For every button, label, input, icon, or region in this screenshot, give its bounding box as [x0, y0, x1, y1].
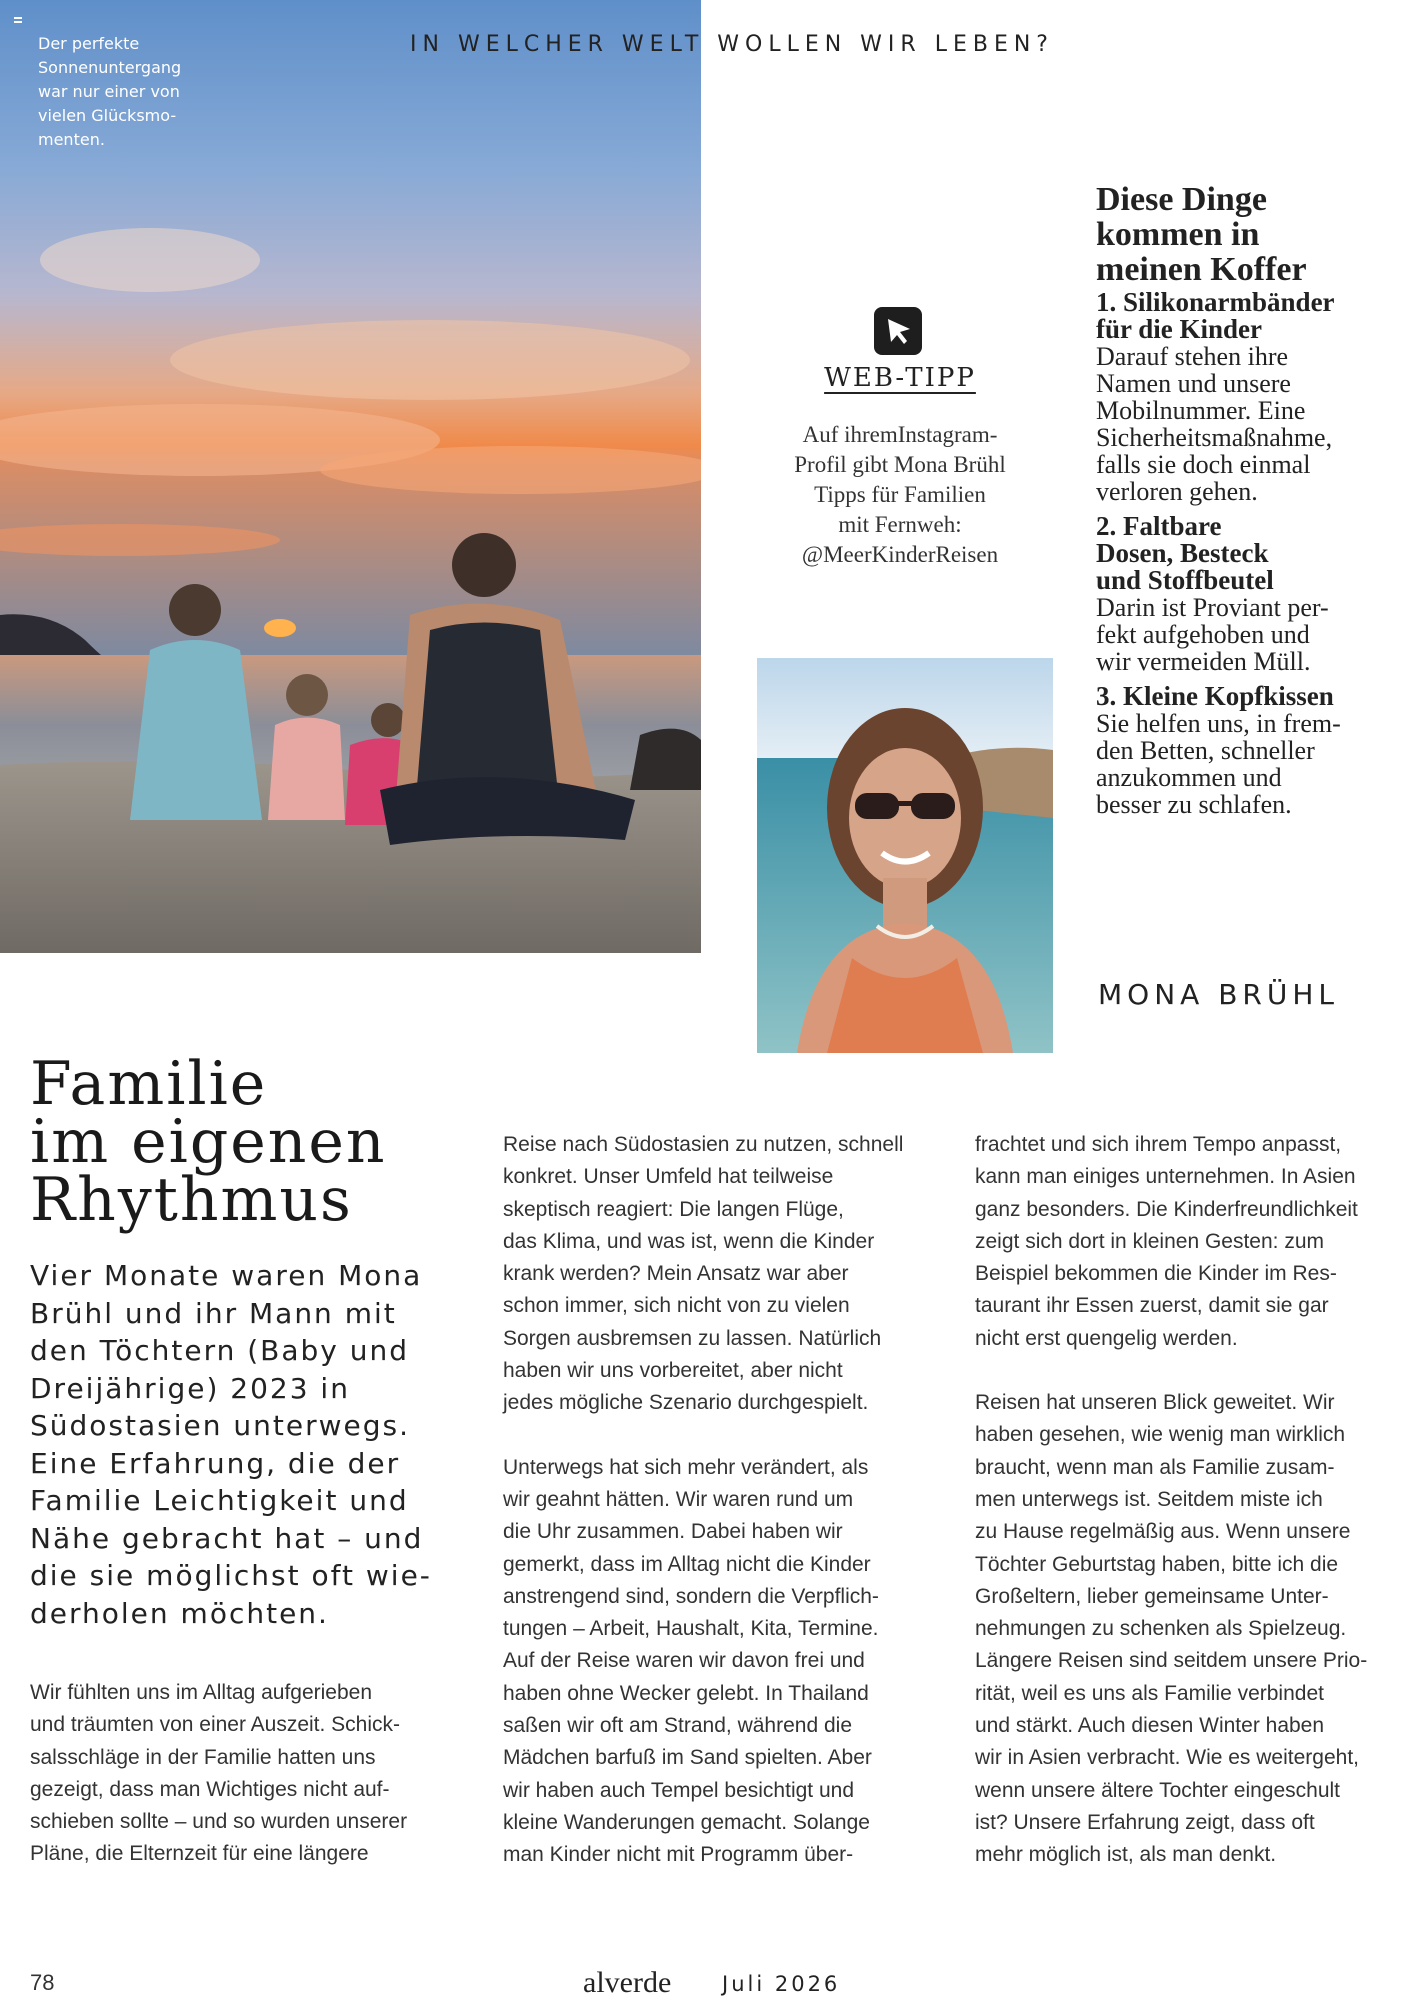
body-line: Beispiel bekommen die Kinder im Res- [975, 1262, 1337, 1286]
body-line: rität, weil es uns als Familie verbindet [975, 1681, 1324, 1705]
body-line: kann man einiges unternehmen. In Asien [975, 1165, 1356, 1189]
lead-line: die sie möglichst oft wie- [30, 1559, 432, 1592]
instagram-handle[interactable]: @MeerKinderReisen [801, 542, 999, 567]
brand-logo: alverde [583, 1966, 672, 1999]
lead-line: derholen möchten. [30, 1596, 329, 1630]
caption-line: Der perfekte [38, 34, 140, 53]
webtip-line: mit Fernweh: [838, 512, 962, 537]
body-line: frachtet und sich ihrem Tempo anpasst, [975, 1133, 1342, 1156]
body-line: braucht, wenn man als Familie zusam- [975, 1455, 1335, 1479]
body-line: kleine Wanderungen gemacht. Solange [503, 1810, 870, 1834]
heading-line: meinen Koffer [1096, 251, 1307, 288]
text-line: Sie helfen uns, in frem- [1096, 709, 1341, 738]
caption-line: Sonnenuntergang [38, 58, 182, 77]
body-line: Auf der Reise waren wir davon frei und [503, 1649, 865, 1673]
body-line: jedes mögliche Szenario durchgespielt. [503, 1391, 869, 1415]
title-line: Dosen, Besteck [1096, 538, 1269, 568]
body-line: gemerkt, dass im Alltag nicht die Kinder [503, 1552, 871, 1576]
webtip-line: Profil gibt Mona Brühl [794, 452, 1006, 477]
webtip-line: Auf ihremInstagram- [802, 422, 998, 447]
body-line: schieben sollte – und so wurden unserer [30, 1810, 408, 1834]
body-line: nicht erst quengelig werden. [975, 1326, 1238, 1350]
body-line: die Uhr zusammen. Dabei haben wir [503, 1520, 843, 1544]
body-paragraph [503, 1129, 943, 1420]
body-line: Sorgen ausbremsen zu lassen. Natürlich [503, 1326, 882, 1350]
caption-line: war nur einer von [38, 82, 180, 101]
body-line: Mädchen barfuß im Sand spielten. Aber [503, 1746, 872, 1770]
body-line: men unterwegs ist. Seitdem miste ich [975, 1487, 1323, 1511]
body-line: zeigt sich dort in kleinen Gesten: zum [975, 1229, 1325, 1253]
text-line: Sicherheitsmaßnahme, [1096, 423, 1333, 452]
body-line: Großeltern, lieber gemeinsame Unter- [975, 1584, 1329, 1608]
list-item-title [1096, 683, 1396, 710]
lead-line: Dreijährige) 2023 in [30, 1371, 350, 1405]
body-line: haben ohne Wecker gelebt. In Thailand [503, 1681, 869, 1705]
lead-line: Familie Leichtigkeit und [30, 1484, 409, 1517]
article-lead [30, 1257, 480, 1632]
text-line: anzukommen und [1096, 763, 1282, 792]
body-column-2 [503, 1129, 943, 1872]
body-paragraph [975, 1387, 1410, 1871]
title-line: für die Kinder [1096, 314, 1263, 344]
body-line: krank werden? Mein Ansatz war aber [503, 1262, 849, 1286]
lead-line: Eine Erfahrung, die der [30, 1446, 401, 1480]
body-line: wenn unsere ältere Tochter eingeschult [975, 1778, 1341, 1802]
section-header: IN WELCHER WELT WOLLEN WIR LEBEN? [410, 32, 1054, 57]
list-item-title [1096, 513, 1396, 594]
author-name: MONA BRÜHL [1098, 978, 1340, 1011]
body-column-3 [975, 1129, 1410, 1872]
body-column-1 [30, 1677, 470, 1871]
text-line: den Betten, schneller [1096, 736, 1315, 765]
caption-line: menten. [38, 130, 105, 149]
body-line: gezeigt, dass man Wichtiges nicht auf- [30, 1777, 390, 1801]
body-line: das Klima, und was ist, wenn die Kinder [503, 1229, 875, 1253]
body-line: taurant ihr Essen zuerst, damit sie gar [975, 1294, 1329, 1318]
lead-line: Brühl und ihr Mann mit [30, 1296, 397, 1330]
list-item-text [1096, 343, 1396, 505]
lead-line: Südostasien unterwegs. [30, 1409, 410, 1442]
hero-caption [38, 32, 208, 152]
title-line: Familie [30, 1049, 268, 1119]
body-line: schon immer, sich nicht von zu vielen [503, 1294, 850, 1318]
body-line: und träumten von einer Auszeit. Schick- [30, 1713, 401, 1737]
author-portrait-photo [757, 658, 1053, 1053]
body-line: konkret. Unser Umfeld hat teilweise [503, 1165, 834, 1189]
caption-line: vielen Glücksmo- [38, 106, 177, 125]
text-line: Darauf stehen ihre [1096, 342, 1289, 371]
text-line: Darin ist Proviant per- [1096, 593, 1329, 622]
title-line: und Stoffbeutel [1096, 565, 1274, 595]
body-line: Reise nach Südostasien zu nutzen, schnell [503, 1133, 904, 1156]
body-paragraph [975, 1129, 1410, 1355]
body-line: anstrengend sind, sondern die Verpflich- [503, 1584, 879, 1608]
lead-line: Nähe gebracht hat – und [30, 1521, 424, 1555]
body-line: Unterwegs hat sich mehr verändert, als [503, 1455, 869, 1479]
body-line: Wir fühlten uns im Alltag aufgerieben [30, 1681, 373, 1704]
list-item-text [1096, 594, 1396, 675]
body-line: Reisen hat unseren Blick geweitet. Wir [975, 1391, 1335, 1415]
text-line: wir vermeiden Müll. [1096, 647, 1311, 676]
body-line: mehr möglich ist, als man denkt. [975, 1843, 1277, 1867]
body-line: man Kinder nicht mit Programm über- [503, 1843, 854, 1867]
article-title [30, 1049, 470, 1235]
lead-line: Vier Monate waren Mona [30, 1259, 423, 1292]
heading-line: kommen in [1096, 216, 1260, 253]
body-line: nehmungen zu schenken als Spielzeug. [975, 1617, 1347, 1641]
lead-line: den Töchtern (Baby und [30, 1334, 410, 1367]
body-paragraph [503, 1452, 943, 1872]
body-line: Töchter Geburtstag haben, bitte ich die [975, 1552, 1339, 1576]
heading-line: Diese Dinge [1096, 181, 1267, 218]
title-line: 3. Kleine Kopfkissen [1096, 681, 1334, 711]
text-line: besser zu schlafen. [1096, 790, 1292, 819]
list-item-text [1096, 710, 1396, 818]
body-line: wir geahnt hätten. Wir waren rund um [503, 1487, 854, 1511]
body-line: wir in Asien verbracht. Wie es weitergeht, [975, 1746, 1359, 1770]
body-line: zu Hause regelmäßig aus. Wenn unsere [975, 1520, 1351, 1544]
body-line: und stärkt. Auch diesen Winter haben [975, 1714, 1325, 1738]
body-line: saßen wir oft am Strand, während die [503, 1714, 853, 1738]
text-line: verloren gehen. [1096, 477, 1258, 506]
body-line: haben gesehen, wie wenig man wirklich [975, 1423, 1346, 1447]
page-number: 78 [30, 1970, 55, 1995]
text-line: fekt aufgehoben und [1096, 620, 1310, 649]
body-line: salsschläge in der Familie hatten uns [30, 1745, 376, 1769]
body-line: skeptisch reagiert: Die langen Flüge, [503, 1197, 844, 1221]
body-line: haben wir uns vorbereitet, aber nicht [503, 1359, 843, 1383]
cursor-arrow-icon [874, 307, 922, 355]
body-line: ist? Unsere Erfahrung zeigt, dass oft [975, 1810, 1315, 1834]
packing-list [1096, 182, 1396, 826]
text-line: Namen und unsere [1096, 369, 1291, 398]
title-line: Rhythmus [30, 1165, 353, 1235]
caption-marker-icon [14, 17, 22, 23]
title-line: im eigenen [30, 1107, 387, 1177]
body-line: ganz besonders. Die Kinderfreundlichkeit [975, 1197, 1358, 1221]
title-line: 1. Silikonarmbänder [1096, 287, 1335, 317]
body-paragraph [30, 1677, 470, 1871]
body-line: wir haben auch Tempel besichtigt und [503, 1778, 855, 1802]
issue-date: Juli 2026 [722, 1972, 841, 1996]
text-line: falls sie doch einmal [1096, 450, 1311, 479]
text-line: Mobilnummer. Eine [1096, 396, 1306, 425]
body-line: Längere Reisen sind seitdem unsere Prio- [975, 1649, 1368, 1673]
packing-list-heading [1096, 182, 1396, 287]
list-item-title [1096, 289, 1396, 343]
webtip-line: Tipps für Familien [814, 482, 986, 507]
webtip-title: WEB-TIPP [824, 363, 976, 393]
webtip-text [755, 420, 1045, 570]
title-line: 2. Faltbare [1096, 511, 1222, 541]
body-line: Pläne, die Elternzeit für eine längere [30, 1842, 369, 1866]
body-line: tungen – Arbeit, Haushalt, Kita, Termine. [503, 1617, 879, 1641]
